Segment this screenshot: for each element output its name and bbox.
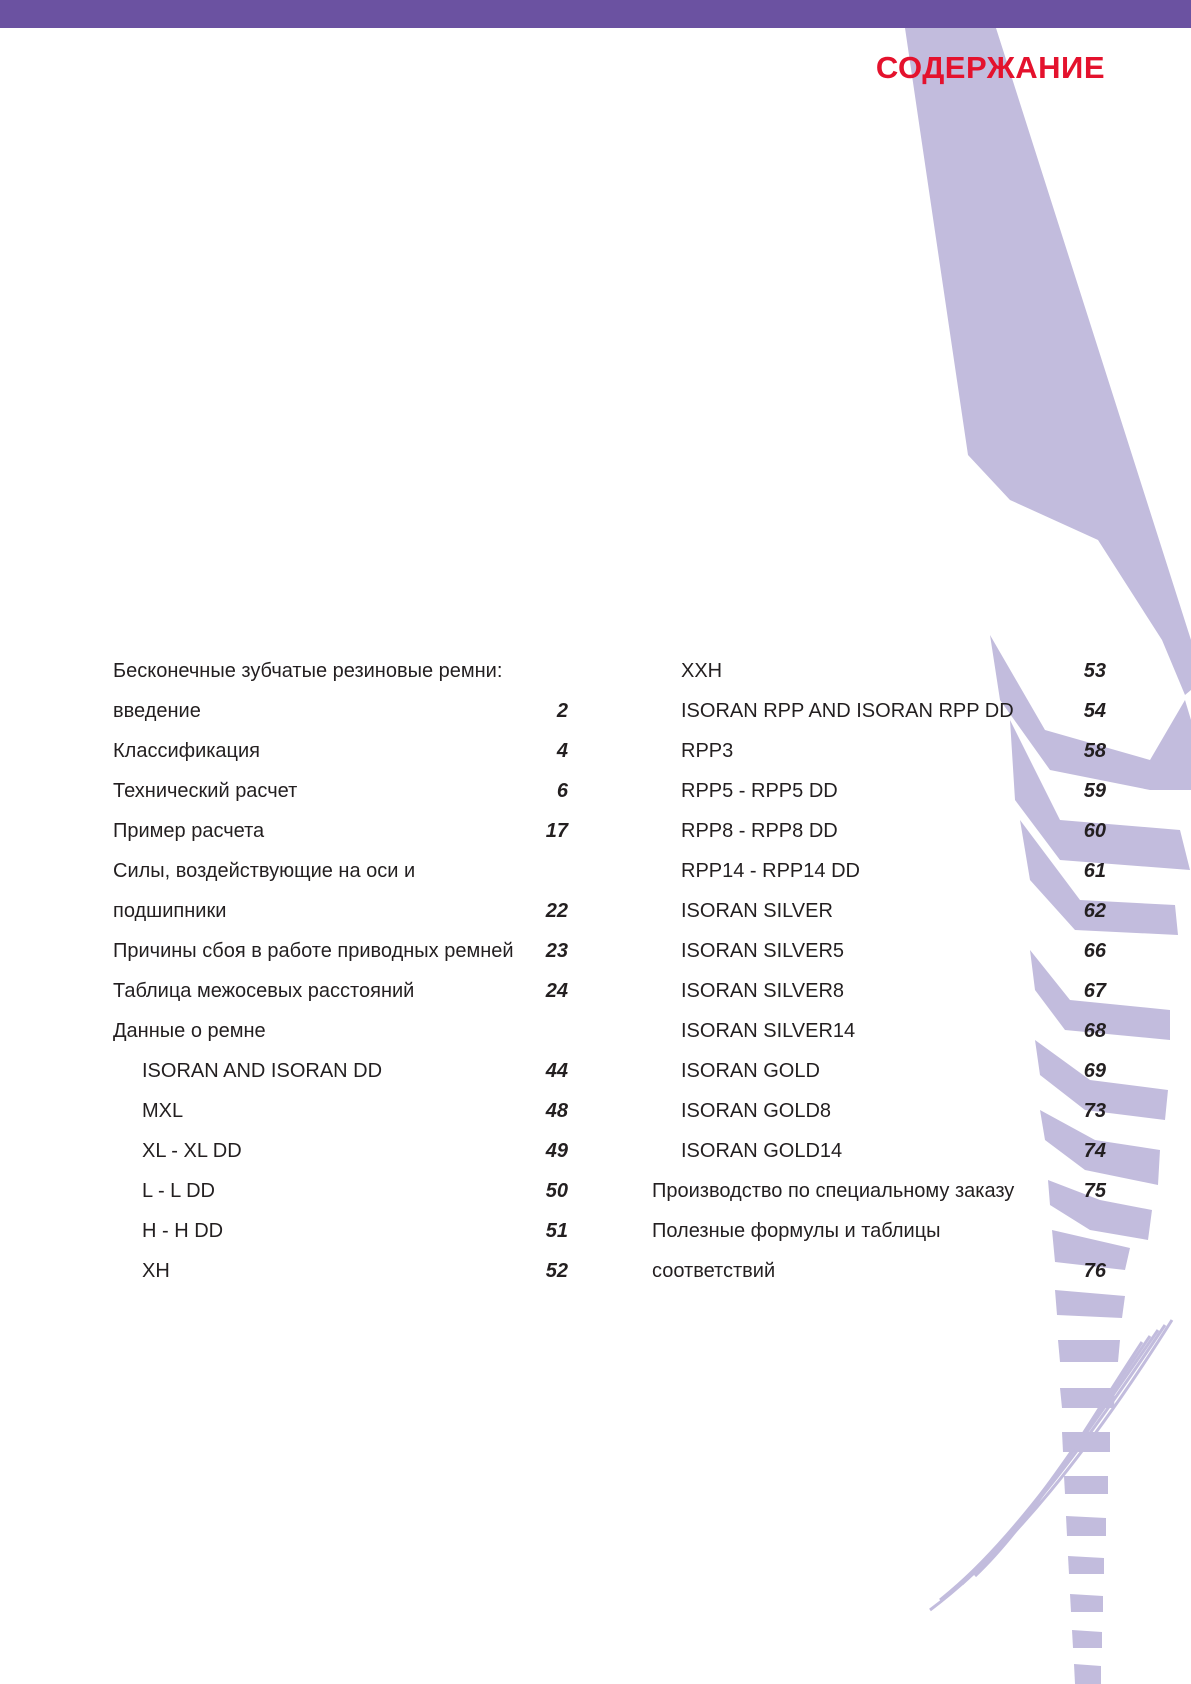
toc-entry — [113, 1091, 568, 1131]
toc-entry-label: XH — [142, 1260, 170, 1282]
toc-entry — [652, 891, 1106, 931]
toc-entry-page-number: 53 — [1083, 660, 1106, 682]
toc-entry — [113, 1171, 568, 1211]
toc-entry-page-number: 74 — [1083, 1140, 1106, 1162]
toc-entry — [652, 1211, 1106, 1251]
toc-entry — [113, 971, 568, 1011]
toc-entry-label: RPP3 — [681, 740, 734, 762]
toc-entry-page-number: 4 — [556, 740, 568, 762]
toc-entry — [652, 651, 1106, 691]
toc-entry — [113, 771, 568, 811]
toc-entry-label: RPP14 - RPP14 DD — [681, 860, 860, 882]
toc-entry-page-number: 23 — [545, 940, 568, 962]
toc-entry — [113, 851, 568, 891]
toc-entry — [113, 651, 568, 691]
toc-entry-label: подшипники — [113, 900, 227, 922]
page-title: СОДЕРЖАНИЕ — [875, 50, 1105, 85]
toc-entry-label: ISORAN SILVER5 — [681, 940, 845, 962]
toc-entry-page-number: 67 — [1083, 980, 1106, 1002]
toc-entry-page-number: 58 — [1083, 740, 1106, 762]
toc-entry-label: Пример расчета — [113, 820, 265, 842]
toc-entry — [652, 1251, 1106, 1291]
toc-entry-page-number: 51 — [545, 1220, 568, 1242]
toc-entry — [652, 691, 1106, 731]
toc-entry-label: XL - XL DD — [142, 1140, 242, 1162]
toc-entry — [113, 1211, 568, 1251]
toc-entry-page-number: 50 — [545, 1180, 568, 1202]
toc-entry-label: ISORAN AND ISORAN DD — [142, 1060, 383, 1082]
toc-entry — [113, 691, 568, 731]
toc-entry-label: MXL — [142, 1100, 184, 1122]
toc-entry-page-number: 59 — [1083, 780, 1106, 802]
toc-entry-label: Технический расчет — [113, 780, 298, 802]
toc-entry — [113, 731, 568, 771]
toc-entry — [113, 1131, 568, 1171]
toc-entry-label: XXH — [681, 660, 723, 682]
toc-entry — [652, 771, 1106, 811]
toc-entry-page-number: 73 — [1083, 1100, 1106, 1122]
toc-entry-label: RPP8 - RPP8 DD — [681, 820, 838, 842]
toc-entry — [652, 931, 1106, 971]
toc-entry-page-number: 62 — [1083, 900, 1106, 922]
toc-entry — [652, 971, 1106, 1011]
toc-entry-page-number: 17 — [545, 820, 568, 842]
toc-entry-label: H - H DD — [142, 1220, 224, 1242]
toc-entry-page-number: 49 — [545, 1140, 568, 1162]
toc-entry — [113, 1251, 568, 1291]
toc-entry-label: Бесконечные зубчатые резиновые ремни: — [113, 660, 503, 682]
toc-entry-page-number: 68 — [1083, 1020, 1106, 1042]
toc-entry-page-number: 60 — [1083, 820, 1106, 842]
toc-entry — [652, 811, 1106, 851]
toc-entry-label: ISORAN GOLD8 — [681, 1100, 832, 1122]
toc-entry — [113, 1051, 568, 1091]
toc-entry-label: Данные о ремне — [113, 1020, 266, 1042]
toc-entry-page-number: 61 — [1083, 860, 1106, 882]
toc-entry — [652, 1011, 1106, 1051]
toc-entry — [113, 931, 568, 971]
toc-entry-label: L - L DD — [142, 1180, 215, 1202]
toc-entry-page-number: 66 — [1083, 940, 1106, 962]
toc-entry-label: Классификация — [113, 740, 261, 762]
toc-entry — [113, 891, 568, 931]
toc-entry-page-number: 48 — [545, 1100, 568, 1122]
toc-entry-page-number: 52 — [545, 1260, 568, 1282]
toc-entry-page-number: 22 — [545, 900, 568, 922]
toc-entry — [652, 1091, 1106, 1131]
toc-entry-page-number: 2 — [556, 700, 568, 722]
toc-left-column — [113, 651, 568, 1291]
toc-entry-label: Причины сбоя в работе приводных ремней — [113, 940, 514, 962]
toc-entry-label: соответствий — [652, 1260, 776, 1282]
toc-entry — [652, 731, 1106, 771]
toc-entry — [652, 851, 1106, 891]
toc-right-column — [652, 651, 1106, 1291]
toc-entry-label: ISORAN SILVER — [681, 900, 833, 922]
toc-entry — [113, 1011, 568, 1051]
toc-entry-page-number: 54 — [1083, 700, 1106, 722]
toc-entry-page-number: 44 — [545, 1060, 568, 1082]
toc-entry-label: ISORAN GOLD14 — [681, 1140, 843, 1162]
toc-entry-label: ISORAN SILVER14 — [681, 1020, 856, 1042]
toc-entry-page-number: 6 — [556, 780, 568, 802]
toc-entry — [652, 1171, 1106, 1211]
toc-entry-label: Таблица межосевых расстояний — [113, 980, 415, 1002]
toc-entry-label: ISORAN RPP AND ISORAN RPP DD — [681, 700, 1014, 722]
toc-entry — [652, 1051, 1106, 1091]
toc-entry — [113, 811, 568, 851]
toc-entry-page-number: 76 — [1083, 1260, 1106, 1282]
toc-entry-page-number: 75 — [1083, 1180, 1106, 1202]
toc-entry-label: введение — [113, 700, 201, 722]
toc-entry-label: ISORAN SILVER8 — [681, 980, 845, 1002]
toc-entry-label: ISORAN GOLD — [681, 1060, 820, 1082]
toc-entry-page-number: 69 — [1083, 1060, 1106, 1082]
toc-entry-label: Силы, воздействующие на оси и — [113, 860, 416, 882]
toc-entry — [652, 1131, 1106, 1171]
toc-entry-label: Полезные формулы и таблицы — [652, 1220, 941, 1242]
toc-entry-page-number: 24 — [545, 980, 568, 1002]
toc-entry-label: RPP5 - RPP5 DD — [681, 780, 838, 802]
toc-entry-label: Производство по специальному заказу — [652, 1180, 1015, 1202]
